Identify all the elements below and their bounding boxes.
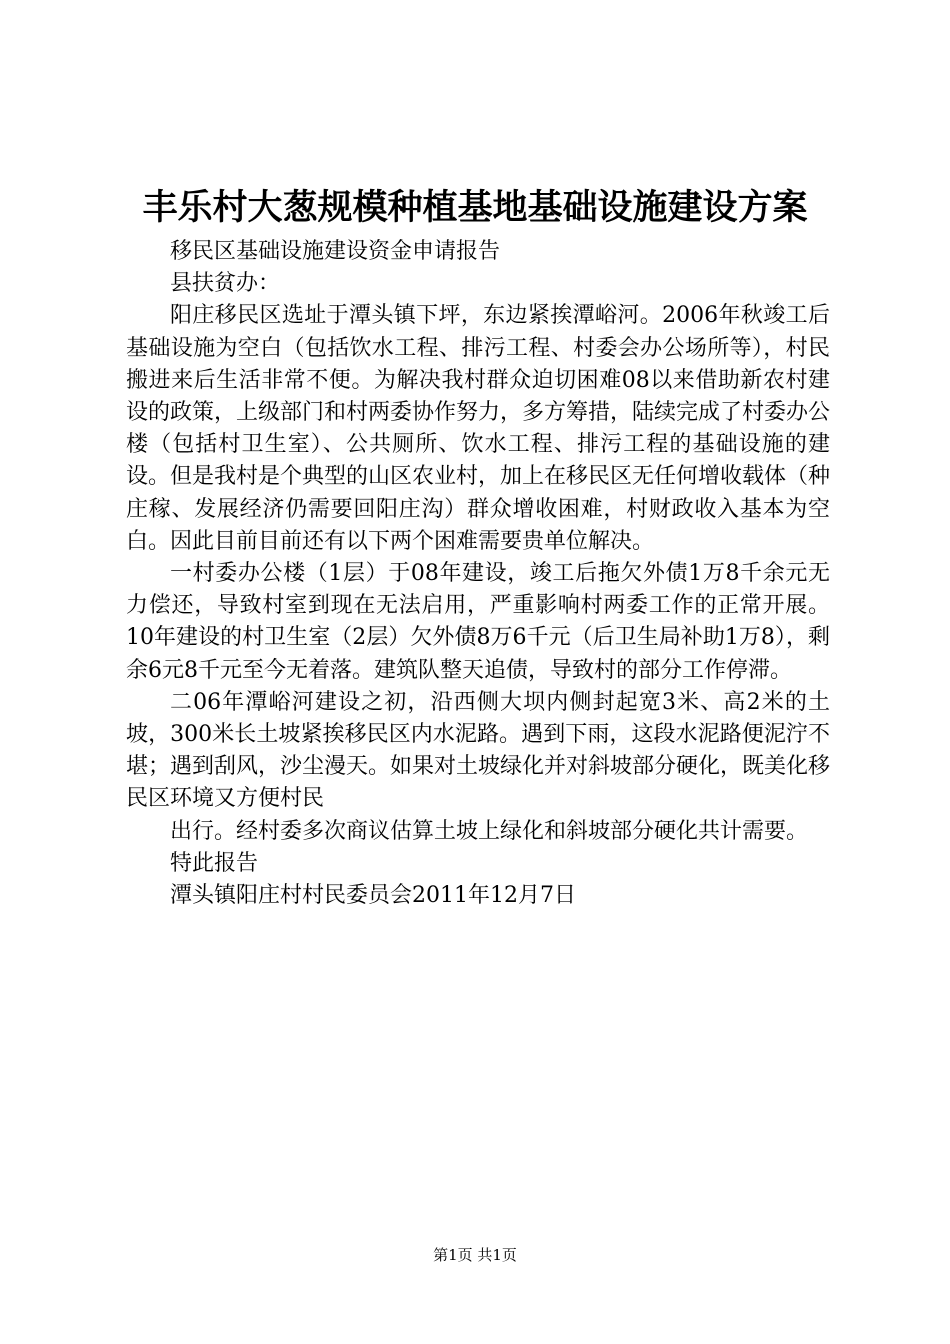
paragraph-issue-one: 一村委办公楼（1层）于08年建设，竣工后拖欠外债1万8千余元无力偿还，导致村室到现在无法启用，严重影响村两委工作的正常开展。10年建设的村卫生室（2层）欠外债8万6千元（后卫生局补助1万8），剩余6元8千元至今无着落。建筑队整天追债，导致村的部分工作停滞。 [126,561,830,683]
closing-line: 特此报告 [170,850,259,876]
paragraph-issue-two-continued: 出行。经村委多次商议估算土坡上绿化和斜坡部分硬化共计需要。 [170,818,809,844]
report-heading: 移民区基础设施建设资金申请报告 [170,239,501,264]
document-body [126,236,830,912]
paragraph-issue-two: 二06年潭峪河建设之初，沿西侧大坝内侧封起宽3米、高2米的土坡，300米长土坡紧挨移民区内水泥路。遇到下雨，这段水泥路便泥泞不堪；遇到刮风，沙尘漫天。如果对土坡绿化并对斜坡部分硬化，既美化移民区环境又方便村民 [126,689,831,812]
document-title: 丰乐村大葱规模种植基地基础设施建设方案 [142,187,808,228]
page-number-footer: 第1页 共1页 [433,1246,517,1264]
signature-date-line: 潭头镇阳庄村村民委员会2011年12月7日 [170,883,576,909]
paragraph-background: 阳庄移民区选址于潭头镇下坪，东边紧挨潭峪河。2006年秋竣工后基础设施为空白（包括饮水工程、排污工程、村委会办公场所等），村民搬进来后生活非常不便。为解决我村群众迫切困难08以来借助新农村建设的政策，上级部门和村两委协作努力，多方筹措，陆续完成了村委办公楼（包括村卫生室）、公共厕所、饮水工程、排污工程的基础设施的建设。但是我村是个典型的山区农业村，加上在移民区无任何增收载体（种庄稼、发展经济仍需要回阳庄沟）群众增收困难，村财政收入基本为空白。因此目前目前还有以下两个困难需要贵单位解决。 [126,303,831,554]
recipient-line: 县扶贫办： [170,271,281,297]
